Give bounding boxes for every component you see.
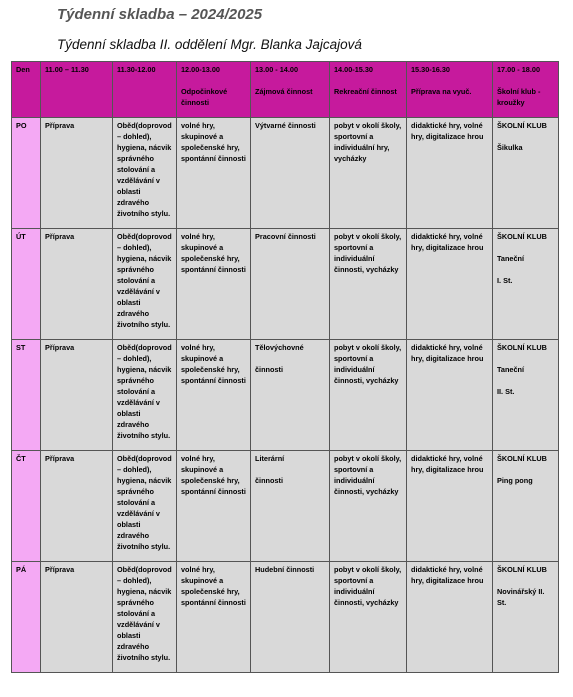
table-cell: volné hry, skupinové a společenské hry, spontánní činnosti xyxy=(177,340,251,451)
table-cell: Tělovýchovné činnosti xyxy=(251,340,330,451)
table-cell: volné hry, skupinové a společenské hry, spontánní činnosti xyxy=(177,562,251,673)
table-cell: Oběd(doprovod – dohled), hygiena, nácvik správného stolování a vzdělávání v oblasti zdravého životního stylu. xyxy=(113,451,177,562)
day-cell: ÚT xyxy=(12,229,41,340)
header-cell-1700: 17.00 - 18.00 Školní klub - kroužky xyxy=(493,62,559,118)
table-row xyxy=(12,562,559,673)
table-cell: ŠKOLNÍ KLUB Taneční II. St. xyxy=(493,340,559,451)
table-cell: didaktické hry, volné hry, digitalizace hrou xyxy=(407,451,493,562)
header-cell-1100: 11.00 – 11.30 xyxy=(41,62,113,118)
table-cell: pobyt v okolí školy, sportovní a individuální činnosti, vycházky xyxy=(330,451,407,562)
table-row xyxy=(12,118,559,229)
day-cell: ČT xyxy=(12,451,41,562)
table-cell: didaktické hry, volné hry, digitalizace hrou xyxy=(407,118,493,229)
table-cell: Příprava xyxy=(41,118,113,229)
table-cell: Literární činnosti xyxy=(251,451,330,562)
table-cell: Pracovní činnosti xyxy=(251,229,330,340)
table-cell: pobyt v okolí školy, sportovní a individuální činnosti, vycházky xyxy=(330,229,407,340)
table-cell: didaktické hry, volné hry, digitalizace hrou xyxy=(407,229,493,340)
header-cell-1130: 11.30-12.00 xyxy=(113,62,177,118)
day-cell: ST xyxy=(12,340,41,451)
table-cell: ŠKOLNÍ KLUB Šikulka xyxy=(493,118,559,229)
table-cell: pobyt v okolí školy, sportovní a individuální hry, vycházky xyxy=(330,118,407,229)
header-cell-1400: 14.00-15.30 Rekreační činnost xyxy=(330,62,407,118)
weekly-schedule-table xyxy=(11,61,559,673)
day-cell: PO xyxy=(12,118,41,229)
table-cell: volné hry, skupinové a společenské hry, spontánní činnosti xyxy=(177,118,251,229)
table-cell: ŠKOLNÍ KLUB Ping pong xyxy=(493,451,559,562)
table-cell: didaktické hry, volné hry, digitalizace hrou xyxy=(407,340,493,451)
table-cell: Oběd(doprovod – dohled), hygiena, nácvik správného stolování a vzdělávání v oblasti zdravého životního stylu. xyxy=(113,229,177,340)
table-cell: Výtvarné činnosti xyxy=(251,118,330,229)
table-cell: volné hry, skupinové a společenské hry, spontánní činnosti xyxy=(177,451,251,562)
table-cell: pobyt v okolí školy, sportovní a individuální činnosti, vycházky xyxy=(330,340,407,451)
table-cell: Příprava xyxy=(41,340,113,451)
table-row xyxy=(12,229,559,340)
table-cell: didaktické hry, volné hry, digitalizace hrou xyxy=(407,562,493,673)
table-cell: ŠKOLNÍ KLUB Taneční I. St. xyxy=(493,229,559,340)
table-cell: Oběd(doprovod – dohled), hygiena, nácvik správného stolování a vzdělávání v oblasti zdravého životního stylu. xyxy=(113,562,177,673)
table-row xyxy=(12,340,559,451)
table-cell: ŠKOLNÍ KLUB Novinářský II. St. xyxy=(493,562,559,673)
table-cell: Oběd(doprovod – dohled), hygiena, nácvik správného stolování a vzdělávání v oblasti zdravého životního stylu. xyxy=(113,118,177,229)
table-cell: Příprava xyxy=(41,229,113,340)
table-cell: Oběd(doprovod – dohled), hygiena, nácvik správného stolování a vzdělávání v oblasti zdravého životního stylu. xyxy=(113,340,177,451)
table-cell: Příprava xyxy=(41,562,113,673)
header-cell-1200: 12.00-13.00 Odpočinkové činnosti xyxy=(177,62,251,118)
document-title: Týdenní skladba – 2024/2025 xyxy=(57,6,263,23)
table-cell: pobyt v okolí školy, sportovní a individuální činnosti, vycházky xyxy=(330,562,407,673)
table-cell: volné hry, skupinové a společenské hry, spontánní činnosti xyxy=(177,229,251,340)
day-cell: PÁ xyxy=(12,562,41,673)
document-subtitle: Týdenní skladba II. oddělení Mgr. Blanka Jajcajová xyxy=(57,37,362,52)
header-row xyxy=(12,62,559,118)
table-cell: Příprava xyxy=(41,451,113,562)
table-cell: Hudební činnosti xyxy=(251,562,330,673)
header-cell-1300: 13.00 - 14.00 Zájmová činnost xyxy=(251,62,330,118)
header-cell-day: Den xyxy=(12,62,41,118)
table-row xyxy=(12,451,559,562)
header-cell-1530: 15.30-16.30 Příprava na vyuč. xyxy=(407,62,493,118)
